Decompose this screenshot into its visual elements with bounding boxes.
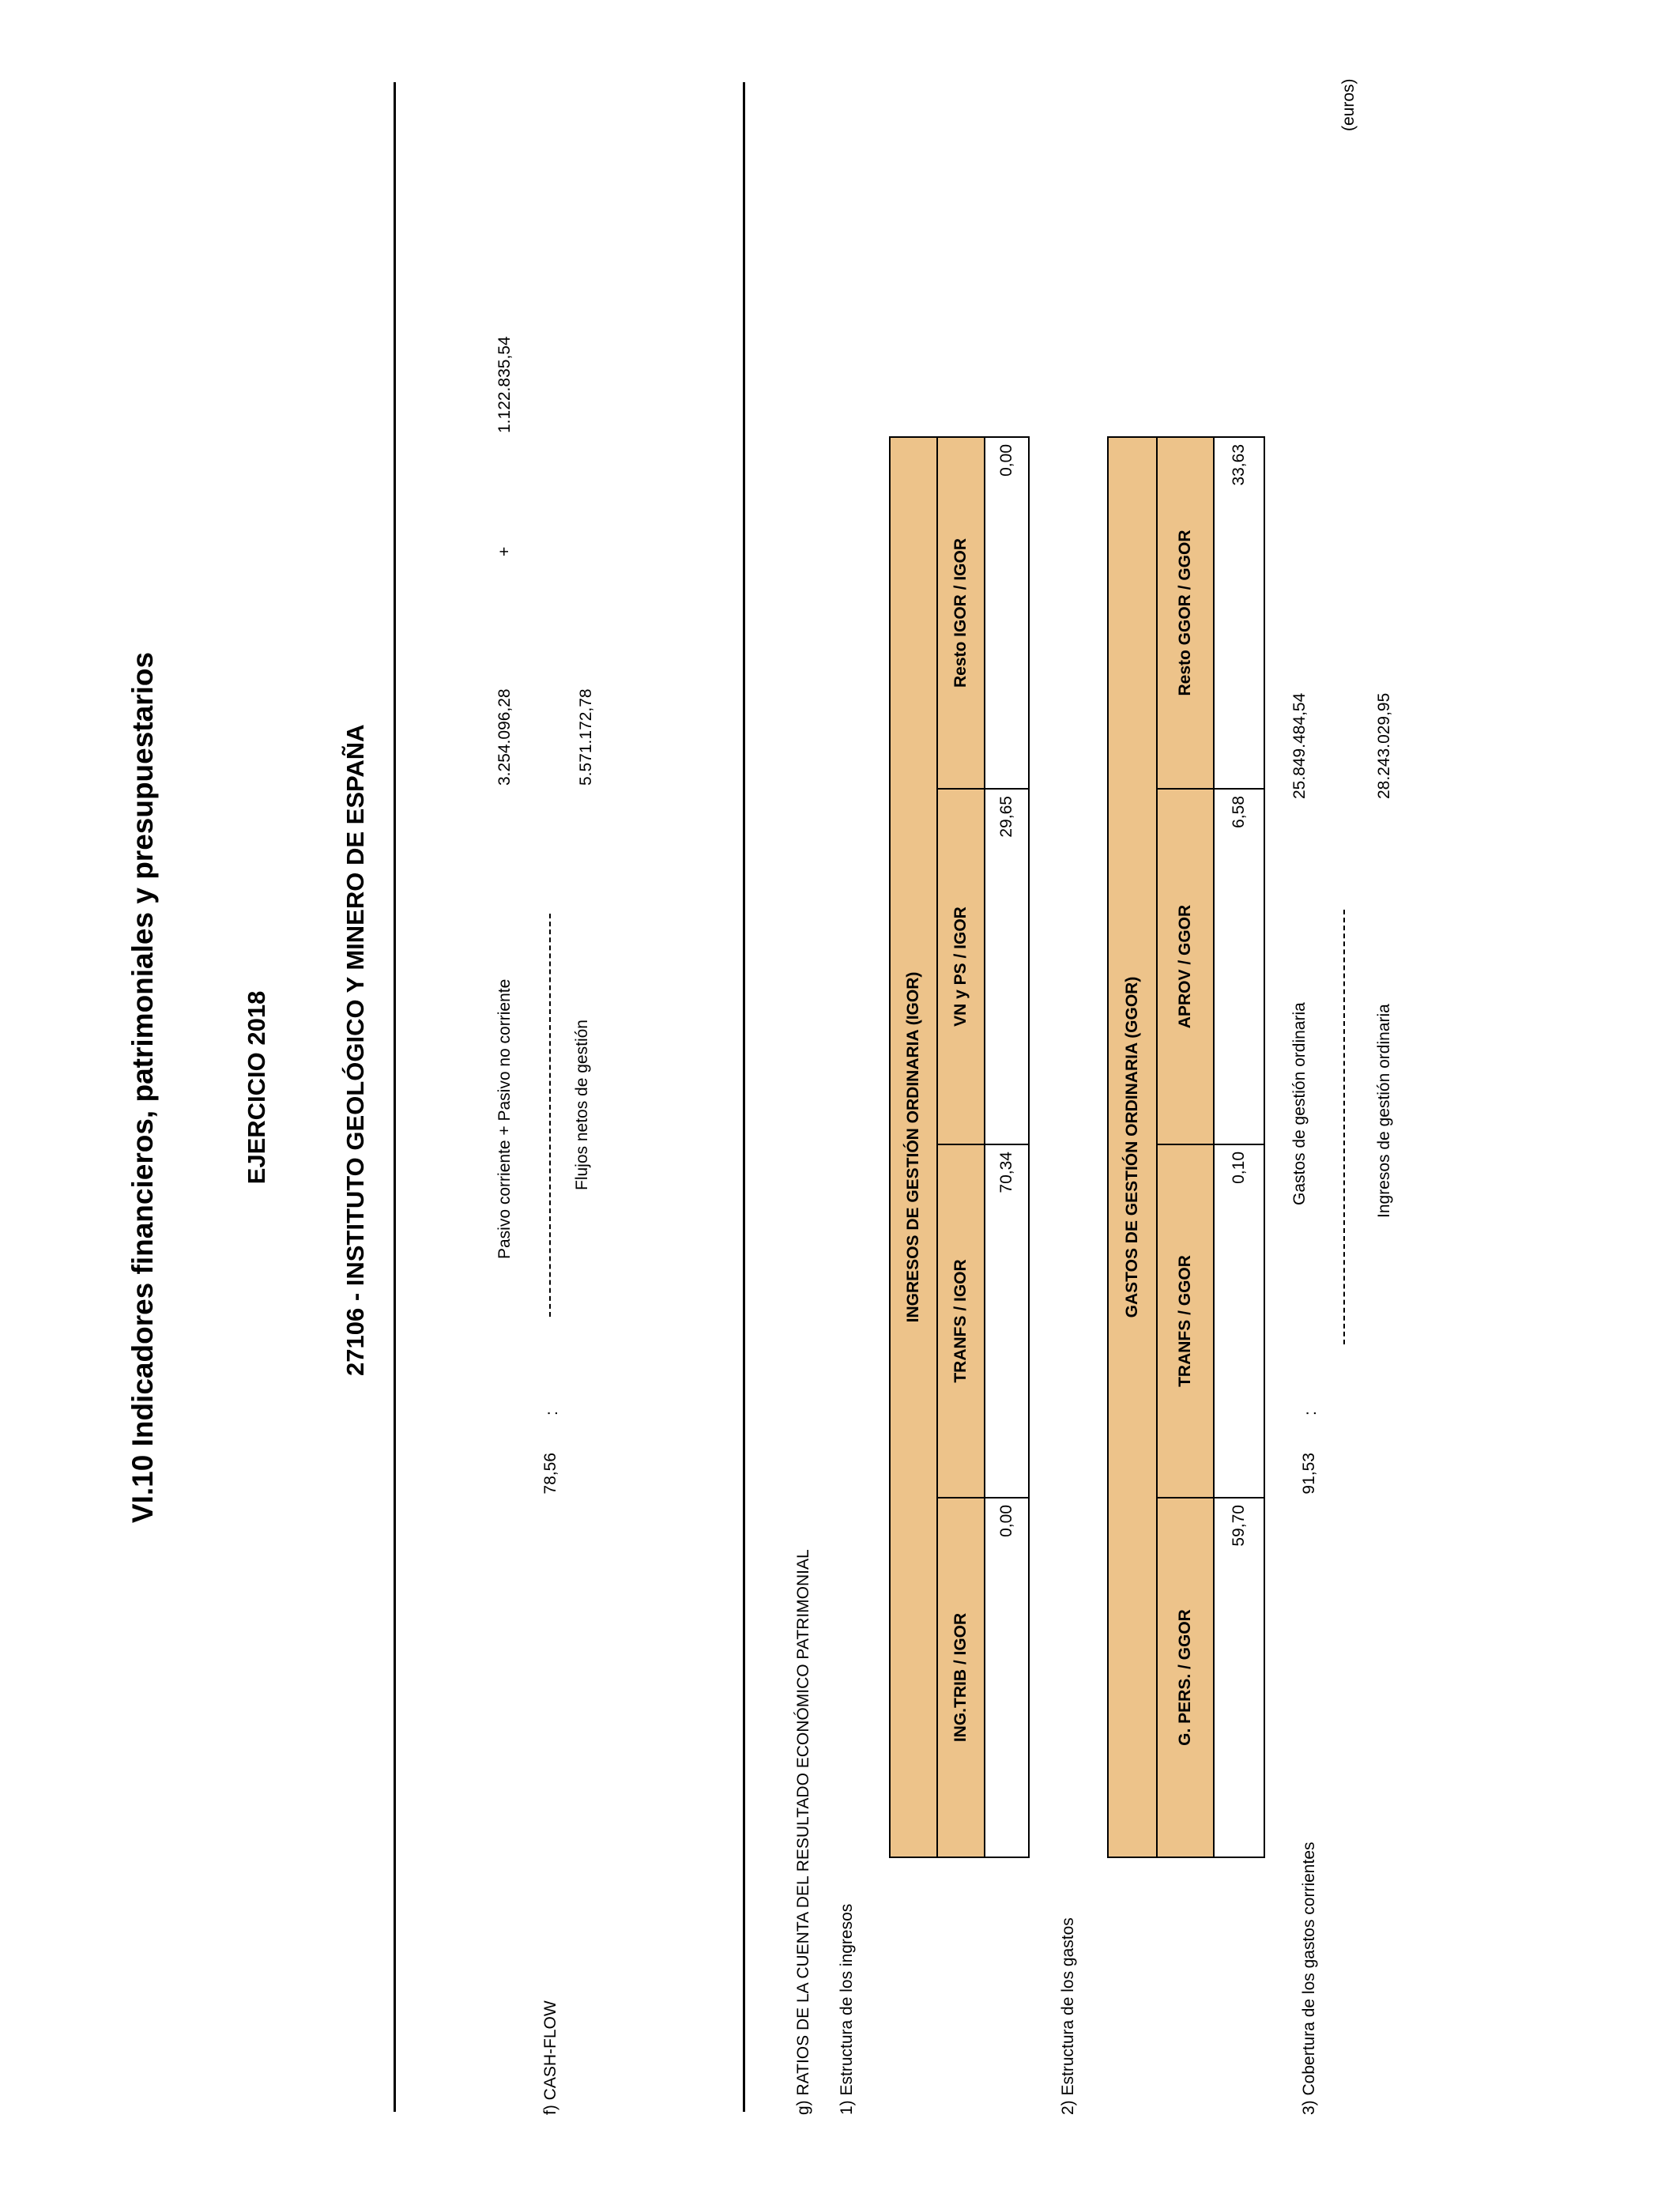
expense-col-aprov: APROV / GGOR <box>1157 789 1214 1144</box>
income-col-tranfs: TRANFS / IGOR <box>937 1144 985 1498</box>
income-value-vn-ps: 29,65 <box>985 789 1029 1144</box>
cashflow-numerator-label: Pasivo corriente + Pasivo no corriente <box>495 978 514 1259</box>
income-col-vn-ps: VN y PS / IGOR <box>937 789 985 1144</box>
income-col-ing-trib: ING.TRIB / IGOR <box>937 1498 985 1857</box>
expense-col-g-pers: G. PERS. / GGOR <box>1157 1498 1214 1857</box>
cashflow-fraction-line <box>549 914 551 1317</box>
cashflow-denominator-label: Flujos netos de gestión <box>573 1020 591 1190</box>
coverage-colon: : <box>1301 1411 1320 1416</box>
expense-structure-label: 2) Estructura de los gastos <box>1059 1917 1077 2115</box>
income-value-tranfs: 70,34 <box>985 1144 1029 1498</box>
cashflow-denominator-value: 5.571.172,78 <box>577 688 595 786</box>
units-label: (euros) <box>1339 78 1358 131</box>
coverage-fraction-line <box>1343 910 1345 1344</box>
expense-value-tranfs: 0,10 <box>1214 1144 1264 1498</box>
coverage-denominator-label: Ingresos de gestión ordinaria <box>1375 1004 1393 1218</box>
cashflow-label: f) CASH-FLOW <box>541 2000 559 2115</box>
coverage-denominator-value: 28.243.029,95 <box>1375 692 1393 799</box>
income-col-resto: Resto IGOR / IGOR <box>937 437 985 789</box>
ratios-section-title: g) RATIOS DE LA CUENTA DEL RESULTADO ECONÓMICO PATRIMONIAL <box>794 1549 812 2115</box>
plus-sign: + <box>495 546 514 556</box>
exercise-heading: EJERCICIO 2018 <box>243 990 270 1185</box>
coverage-numerator-label: Gastos de gestión ordinaria <box>1290 1002 1309 1205</box>
income-value-resto: 0,00 <box>985 437 1029 789</box>
expense-col-resto: Resto GGOR / GGOR <box>1157 437 1214 789</box>
expense-value-g-pers: 59,70 <box>1214 1498 1264 1857</box>
entity-name: 27106 - INSTITUTO GEOLÓGICO Y MINERO DE ESPAÑA <box>341 724 369 1376</box>
section-rule <box>743 82 745 2112</box>
expense-table-title: GASTOS DE GESTIÓN ORDINARIA (GGOR) <box>1108 437 1157 1857</box>
income-structure-table <box>889 436 1030 1858</box>
expense-structure-table <box>1107 436 1265 1858</box>
cashflow-value: 78,56 <box>541 1453 559 1495</box>
income-value-ing-trib: 0,00 <box>985 1498 1029 1857</box>
coverage-numerator-value: 25.849.484,54 <box>1290 692 1309 799</box>
expense-value-aprov: 6,58 <box>1214 789 1264 1144</box>
top-rule <box>394 82 396 2112</box>
report-title: VI.10 Indicadores financieros, patrimoniales y presupuestarios <box>126 651 159 1524</box>
income-structure-label: 1) Estructura de los ingresos <box>838 1903 856 2115</box>
income-table-title: INGRESOS DE GESTIÓN ORDINARIA (IGOR) <box>890 437 937 1857</box>
coverage-value: 91,53 <box>1300 1453 1318 1495</box>
cashflow-colon: : <box>543 1411 561 1416</box>
expense-value-resto: 33,63 <box>1214 437 1264 789</box>
expense-col-tranfs: TRANFS / GGOR <box>1157 1144 1214 1498</box>
coverage-label: 3) Cobertura de los gastos corrientes <box>1300 1842 1318 2115</box>
cashflow-numerator-value-2: 1.122.835,54 <box>495 336 514 433</box>
cashflow-numerator-value-1: 3.254.096,28 <box>495 688 514 786</box>
